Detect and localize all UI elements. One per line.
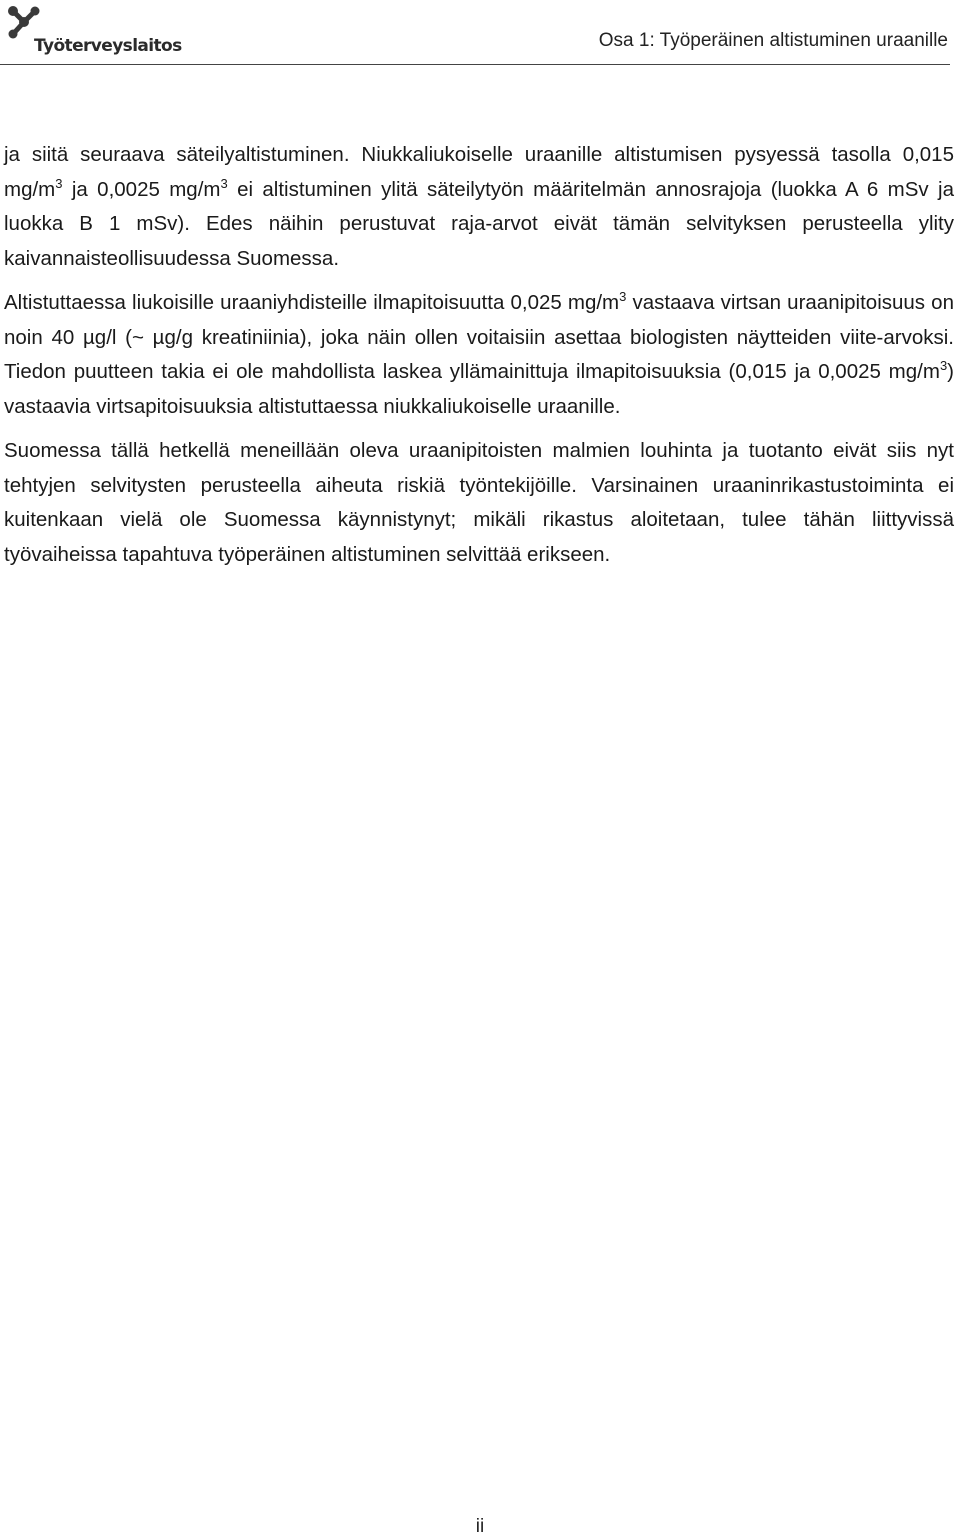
paragraph-1-text-a: ja siitä seuraava säteilyaltistuminen. Niukkaliukoiselle uraanille altistumisen pysyessä tasolla 0,015 mg/m — [4, 143, 954, 201]
superscript-3: 3 — [939, 358, 948, 373]
running-head: Osa 1: Työperäinen altistuminen uraanille — [598, 30, 948, 51]
paragraph-2-text-c: ) vastaavia virtsapitoisuuksia altistuttaessa niukkaliukoiselle uraanille. — [4, 360, 954, 418]
paragraph-2 — [4, 286, 954, 424]
paragraph-3: Suomessa tällä hetkellä meneillään oleva uraanipitoisten malmien louhinta ja tuotanto eivät siis nyt tehtyjen selvitysten perusteella aiheuta riskiä työntekijöille. Varsinainen uraaninrikastustoiminta ei kuitenkaan vielä ole Suomessa käynnistynyt; mikäli rikastus aloitetaan, tulee tähän liittyvissä työvaiheissa tapahtuva työperäinen altistuminen selvittää erikseen. — [4, 439, 954, 566]
superscript-3: 3 — [619, 289, 627, 304]
logo-mark-icon — [4, 4, 44, 40]
document-body — [4, 138, 954, 582]
organization-logo — [4, 4, 184, 60]
page-header — [0, 0, 960, 66]
paragraph-2-text-a: Altistuttaessa liukoisille uraaniyhdisteille ilmapitoisuutta 0,025 mg/m — [4, 291, 620, 314]
header-divider — [0, 64, 950, 65]
paragraph-1-text-b: ja 0,0025 mg/m — [62, 177, 221, 201]
paragraph-1-text-c: ei altistuminen ylitä säteilytyön määritelmän annosrajoja (luokka A 6 mSv ja luokka B 1 mSv). Edes näihin perustuvat raja-arvot eivät tämän selvityksen perusteella ylity kaivannaisteollisuudessa Suomessa. — [4, 177, 954, 270]
paragraph-1 — [4, 138, 954, 276]
page-number: ii — [475, 1516, 485, 1537]
paragraph-2-text-b: vastaava virtsan uraanipitoisuus on noin 40 µg/l (~ µg/g kreatiniinia), joka näin ollen voitaisiin asettaa biologisten näytteiden viite-arvoksi. Tiedon puutteen takia ei ole mahdollista laskea yllämainittuja ilmapitoisuuksia (0,015 ja 0,0025 mg/m — [4, 291, 954, 383]
superscript-3: 3 — [220, 175, 228, 191]
logo-wordmark: Työterveyslaitos — [34, 36, 182, 56]
superscript-3: 3 — [55, 175, 63, 191]
